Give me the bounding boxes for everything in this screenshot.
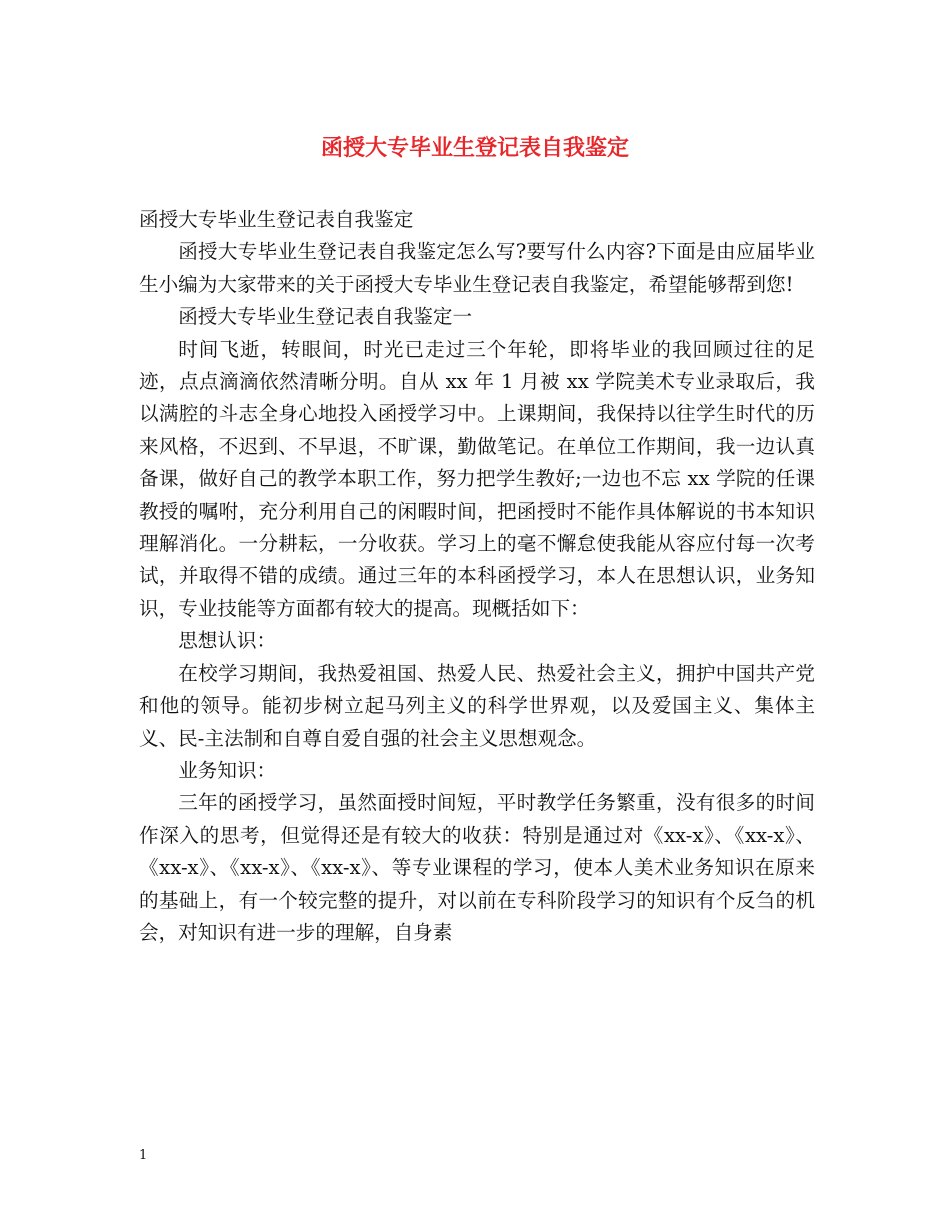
page-number: 1 (139, 1148, 148, 1163)
document-title: 函授大专毕业生登记表自我鉴定 (320, 135, 629, 161)
body-paragraph-professional-knowledge: 三年的函授学习，虽然面授时间短，平时教学任务繁重，没有很多的时间作深入的思考，但觉得还是有较大的收获：特别是通过对《xx-x》、《xx-x》、《xx-x》、《xx-x》、《xx-x》、等专业课程的学习，使本人美术业务知识在原来的基础上，有一个较完整的提升，对以前在专科阶段学习的知识有个反刍的机会，对知识有进一步的理解，自身素 (139, 791, 815, 944)
body-paragraph-subtitle: 函授大专毕业生登记表自我鉴定 (139, 208, 414, 231)
section-heading-professional-knowledge: 业务知识： (178, 758, 277, 782)
document-body (139, 204, 815, 949)
body-paragraph-intro: 函授大专毕业生登记表自我鉴定怎么写?要写什么内容?下面是由应届毕业生小编为大家带来的关于函授大专毕业生登记表自我鉴定，希望能够帮到您! (139, 240, 815, 296)
section-heading-ideology: 思想认识： (178, 629, 277, 653)
body-paragraph-review: 时间飞逝，转眼间，时光已走过三个年轮，即将毕业的我回顾过往的足迹，点点滴滴依然清晰分明。自从 xx 年 1 月被 xx 学院美术专业录取后，我以满腔的斗志全身心地投入函授学习中。上课期间，我保持以往学生时代的历来风格，不迟到、不早退，不旷课，勤做笔记。在单位工作期间，我一边认真备课，做好自己的教学本职工作，努力把学生教好;一边也不忘 xx 学院的任课教授的嘱咐，充分利用自己的闲暇时间，把函授时不能作具体解说的书本知识理解消化。一分耕耘，一分收获。学习上的毫不懈怠使我能从容应付每一次考试，并取得不错的成绩。通过三年的本科函授学习，本人在思想认识，业务知识，专业技能等方面都有较大的提高。现概括如下： (139, 337, 815, 620)
section-heading-part-one: 函授大专毕业生登记表自我鉴定一 (178, 305, 473, 329)
body-paragraph-ideology: 在校学习期间，我热爱祖国、热爱人民、热爱社会主义，拥护中国共产党和他的领导。能初步树立起马列主义的科学世界观，以及爱国主义、集体主义、民-主法制和自尊自爱自强的社会主义思想观念。 (139, 661, 815, 750)
